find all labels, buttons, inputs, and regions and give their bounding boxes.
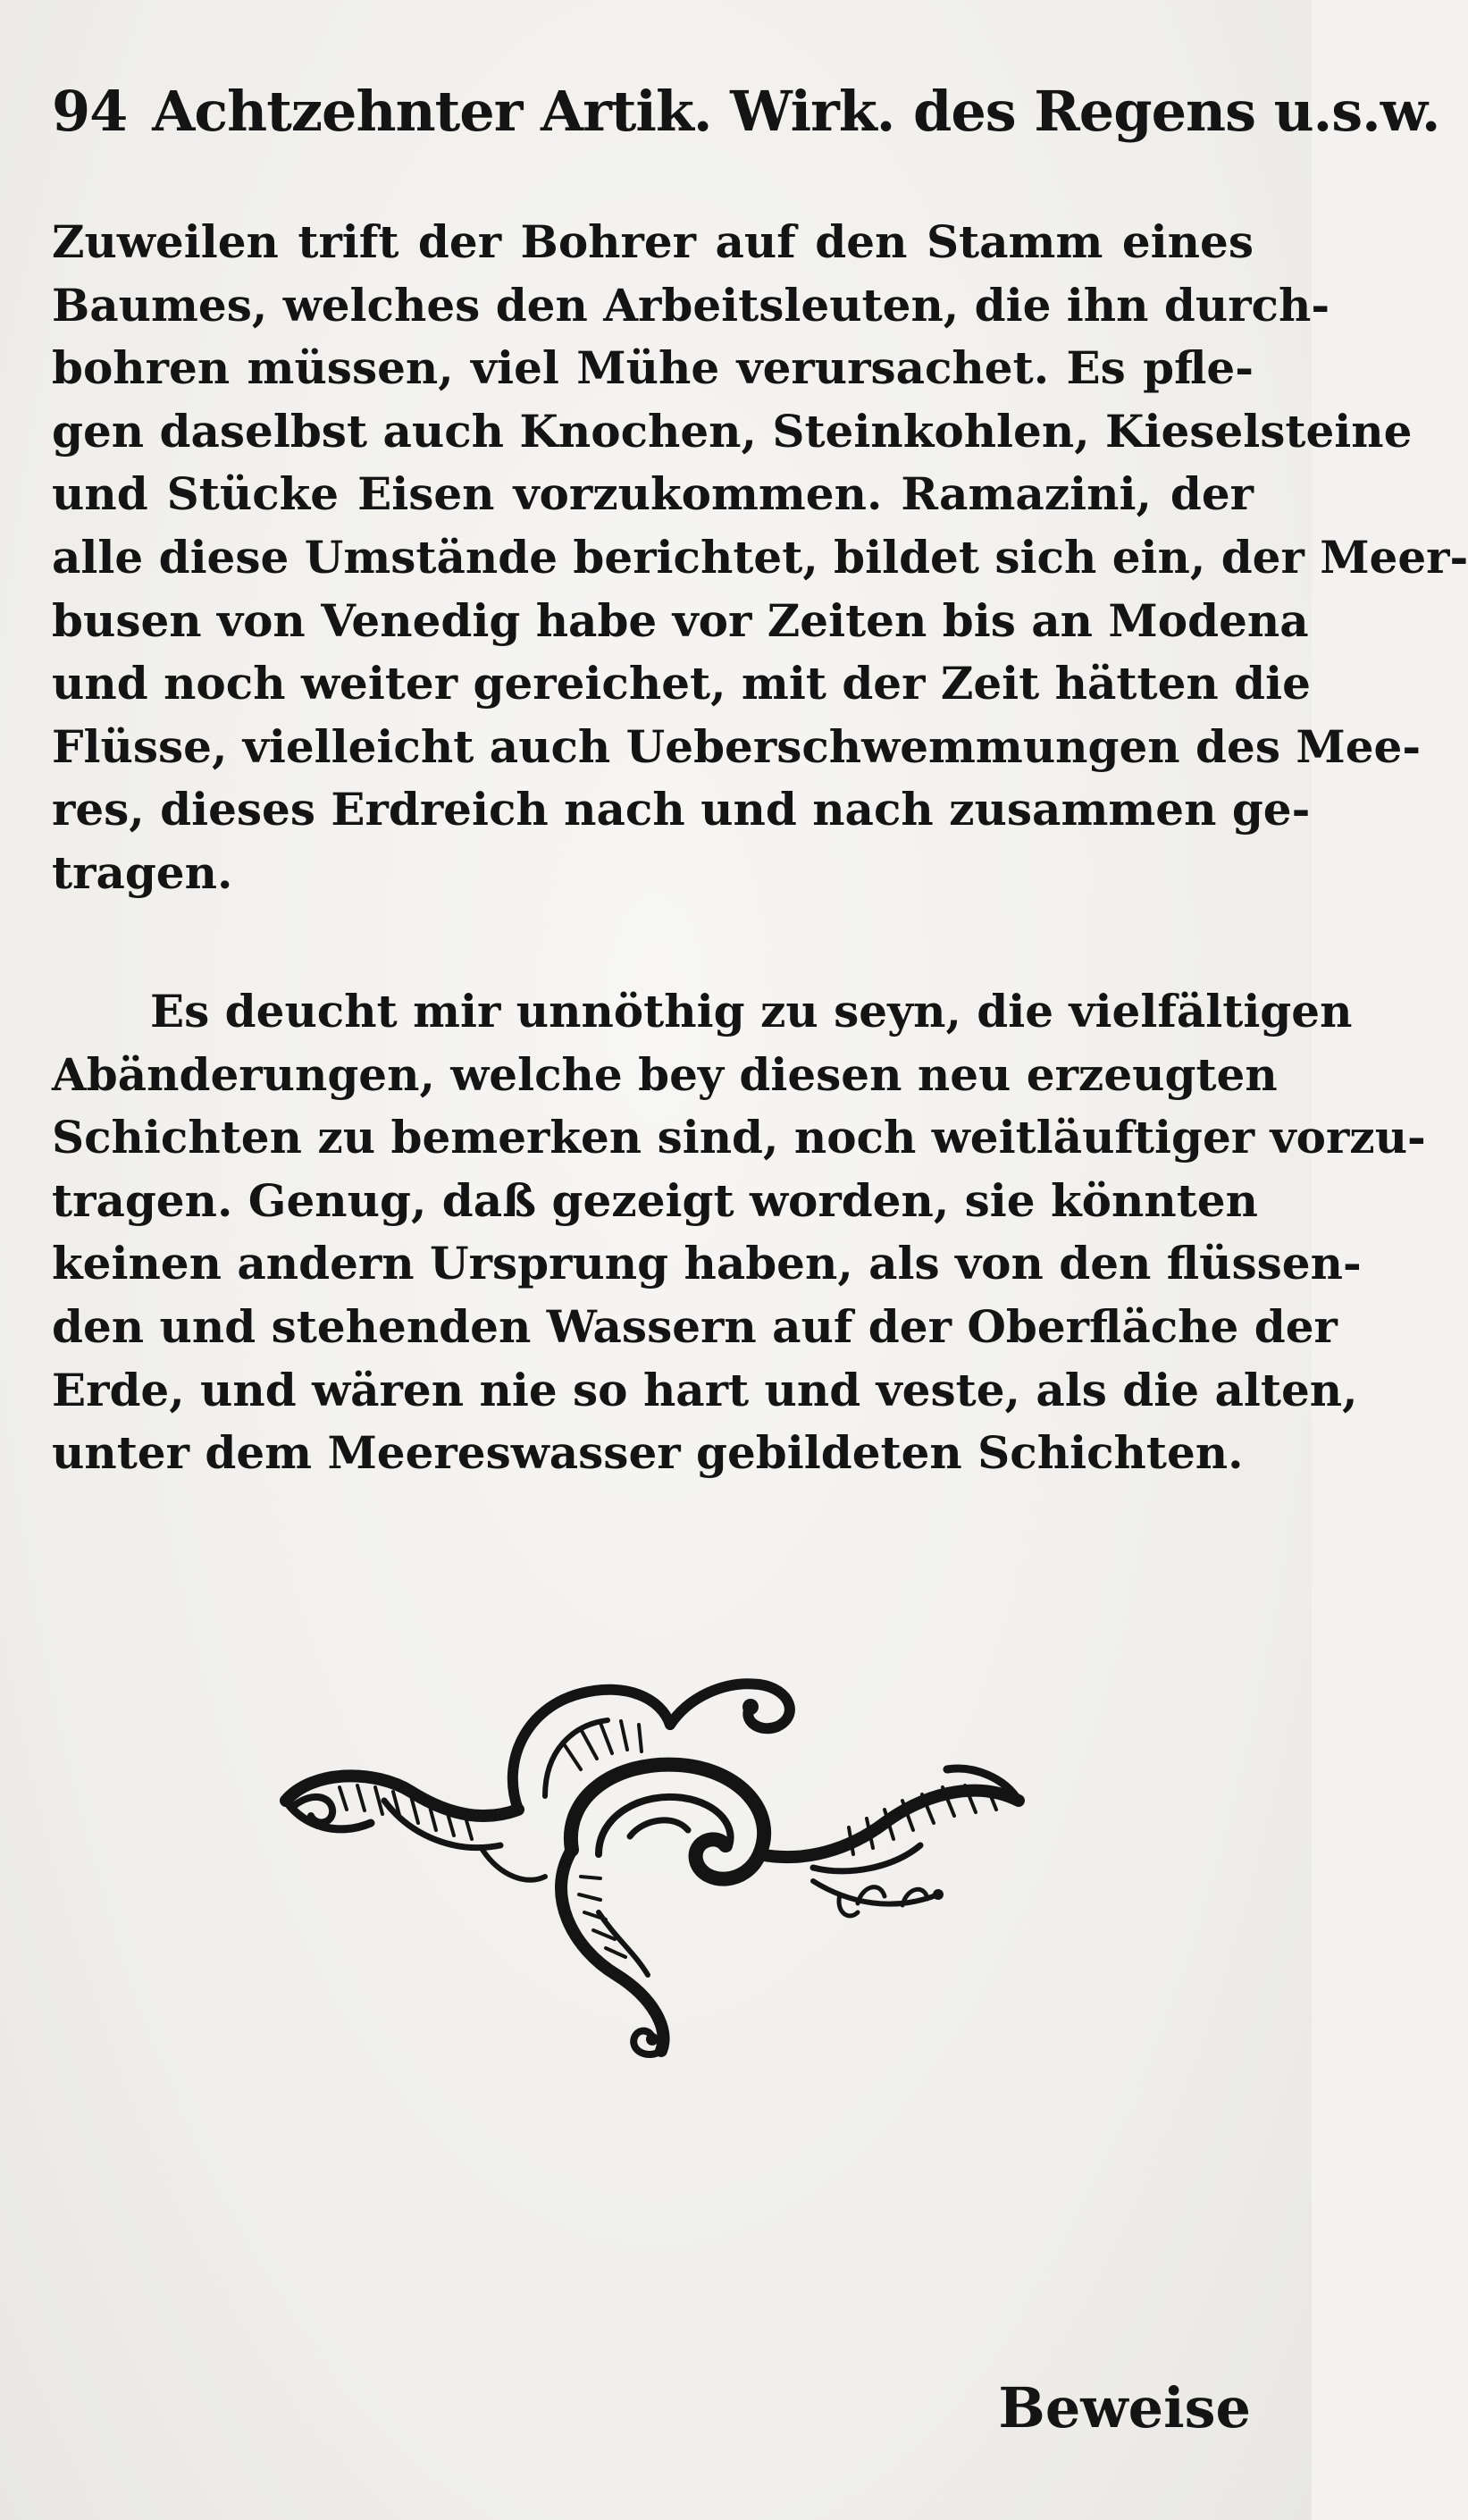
text-line: und noch weiter gereichet, mit der Zeit hätten die [52, 657, 1311, 710]
text-line: Abänderungen, welche bey diesen neu erzeugten [52, 1047, 1278, 1101]
text-line: res, dieses Erdreich nach und nach zusammen ge- [52, 783, 1311, 836]
paragraph-1 [52, 211, 1468, 905]
running-title: Achtzehnter Artik. Wirk. des Regens u.s.w. [152, 79, 1440, 144]
text-line: tragen. Genug, daß gezeigt worden, sie könnten [52, 1173, 1258, 1227]
text-line: unter dem Meereswasser gebildeten Schichten. [52, 1426, 1244, 1480]
text-line: Flüsse, vielleicht auch Ueberschwemmungen des Mee- [52, 719, 1422, 773]
text-line: Schichten zu bemerken sind, noch weitläuftiger vorzu- [52, 1111, 1426, 1164]
paragraph-2 [52, 980, 1426, 1485]
text-line: Zuweilen trift der Bohrer auf den Stamm eines [52, 215, 1254, 268]
text-line: busen von Venedig habe vor Zeiten bis an Modena [52, 593, 1309, 647]
text-line: gen daselbst auch Knochen, Steinkohlen, Kieselsteine [52, 404, 1413, 458]
text-line: Es deucht mir unnöthig zu seyn, die vielfältigen [150, 985, 1353, 1037]
text-line: tragen. [52, 845, 233, 899]
text-line: keinen andern Ursprung haben, als von den flüssen- [52, 1237, 1362, 1290]
text-line: Erde, und wären nie so hart und veste, als die alten, [52, 1363, 1358, 1416]
text-line: Baumes, welches den Arbeitsleuten, die ihn durch- [52, 278, 1330, 332]
page-number: 94 [52, 79, 128, 144]
rococo-ornament-icon [277, 1644, 1028, 2064]
catchword: Beweise [998, 2375, 1251, 2440]
text-line: bohren müssen, viel Mühe verursachet. Es pfle- [52, 341, 1254, 395]
text-line: alle diese Umstände berichtet, bildet sich ein, der Meer- [52, 530, 1468, 584]
text-line: den und stehenden Wassern auf der Oberfläche der [52, 1299, 1338, 1353]
running-header [52, 79, 1440, 159]
text-line: und Stücke Eisen vorzukommen. Ramazini, der [52, 467, 1254, 521]
